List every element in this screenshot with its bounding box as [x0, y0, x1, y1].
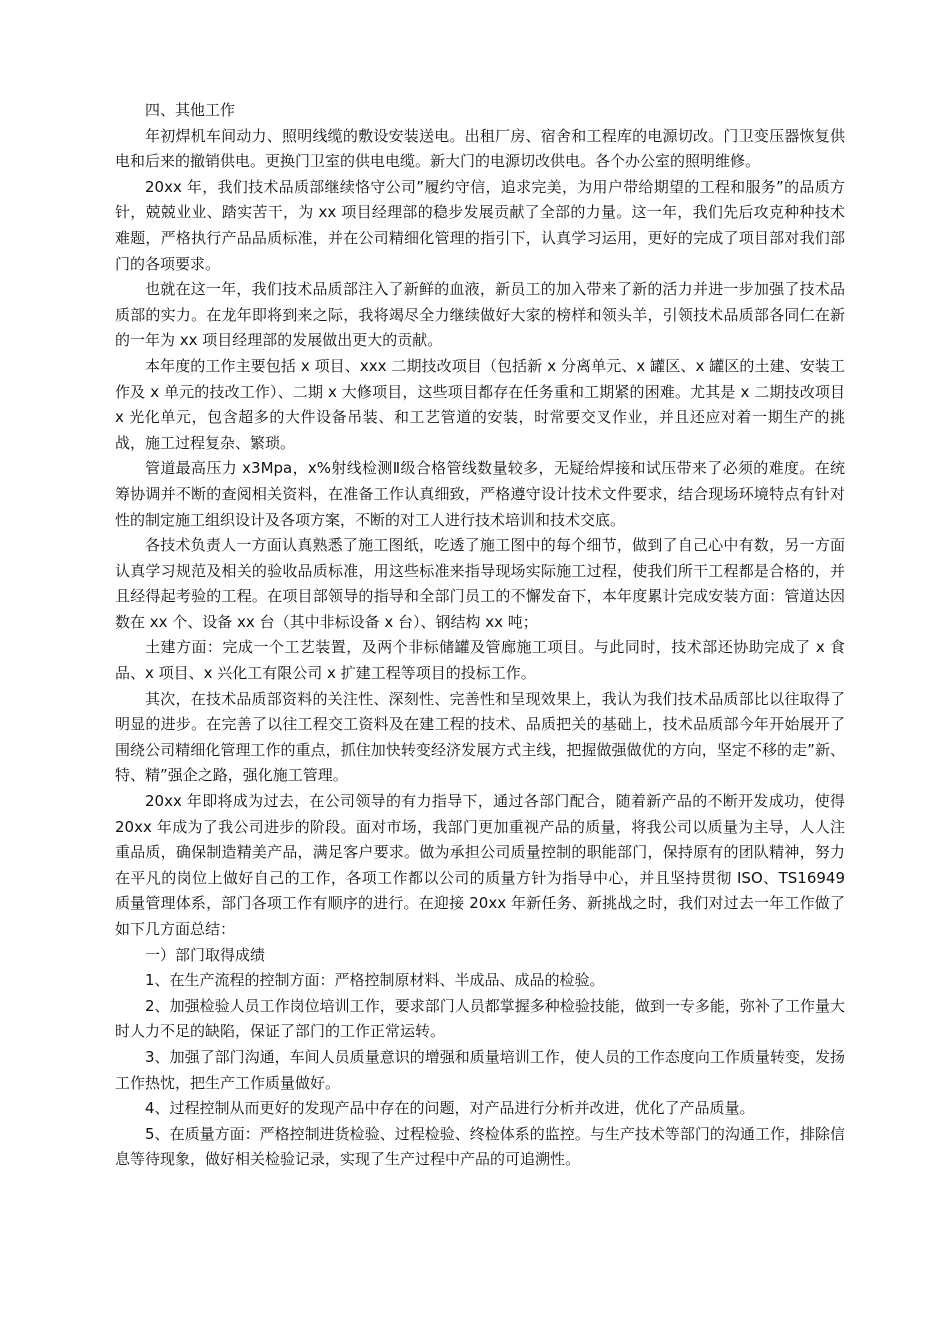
paragraph-technical-leads: 各技术负责人一方面认真熟悉了施工图纸，吃透了施工图中的每个细节，做到了自己心中有数，另一方面认真学习规范及相关的验收品质标准，用这些标准来指导现场实际施工过程，使我们所干工程都是合格的，并且经得起考验的工程。在项目部领导的指导和全部门员工的不懈发奋下，本年度累计完成安装方面：管道达因数在 xx 个、设备 xx 台（其中非标设备 x 台）、钢结构 xx 吨；: [115, 536, 845, 631]
paragraph-quality-policy: 20xx 年，我们技术品质部继续恪守公司”履约守信，追求完美，为用户带给期望的工程和服务”的品质方针，兢兢业业、踏实苦干，为 xx 项目经理部的稳步发展贡献了全部的力量。这一年，我们先后攻克种种技术难题，严格执行产品品质标准，并在公司精细化管理的指引下，认真学习运用，更好的完成了项目部对我们部门的各项要求。: [115, 177, 845, 273]
document-body: [115, 98, 845, 1173]
paragraph-new-staff: 也就在这一年，我们技术品质部注入了新鲜的血液，新员工的加入带来了新的活力并进一步加强了技术品质部的实力。在龙年即将到来之际，我将竭尽全力继续做好大家的榜样和领头羊，引领技术品质部各同仁在新的一年为 xx 项目经理部的发展做出更大的贡献。: [115, 280, 845, 350]
list-item-3: 3、加强了部门沟通，车间人员质量意识的增强和质量培训工作，使人员的工作态度向工作质量转变，发扬工作热忱，把生产工作质量做好。: [115, 1047, 845, 1092]
subheading-achievements: 一）部门取得成绩: [145, 945, 266, 964]
list-item-5: 5、在质量方面：严格控制进货检验、过程检验、终检体系的监控。与生产技术等部门的沟通工作，排除信息等待现象，做好相关检验记录，实现了生产过程中产品的可追溯性。: [115, 1124, 845, 1169]
section-heading-other-work: 四、其他工作: [145, 101, 236, 119]
paragraph-year-summary: 20xx 年即将成为过去，在公司领导的有力指导下，通过各部门配合，随着新产品的不断开发成功，使得 20xx 年成为了我公司进步的阶段。面对市场，我部门更加重视产品的质量，将我公司以质量为主导，人人注重品质，确保制造精美产品，满足客户要求。做为承担公司质量控制的职能部门，保持原有的团队精神，努力在平凡的岗位上做好自己的工作，各项工作都以公司的质量方针为指导中心，并且坚持贯彻 ISO、TS16949 质量管理体系，部门各项工作有顺序的进行。在迎接 20xx 年新任务、新挑战之时，我们对过去一年工作做了如下几方面总结：: [115, 792, 845, 938]
paragraph-documentation-progress: 其次，在技术品质部资料的关注性、深刻性、完善性和呈现效果上，我认为我们技术品质部比以往取得了明显的进步。在完善了以往工程交工资料及在建工程的技术、品质把关的基础上，技术品质部今年开始展开了围绕公司精细化管理工作的重点，抓住加快转变经济发展方式主线，把握做强做优的方向，坚定不移的走”新、特、精”强企之路，强化施工管理。: [115, 689, 845, 785]
list-item-1: 1、在生产流程的控制方面：严格控制原材料、半成品、成品的检验。: [145, 971, 605, 990]
list-item-2: 2、加强检验人员工作岗位培训工作，要求部门人员都掌握多种检验技能，做到一专多能，弥补了工作量大时人力不足的缺陷，保证了部门的工作正常运转。: [115, 996, 845, 1041]
paragraph-annual-projects: 本年度的工作主要包括 x 项目、xxx 二期技改项目（包括新 x 分离单元、x 罐区、x 罐区的土建、安装工作及 x 单元的技改工作）、二期 x 大修项目，这些项目都存在任务重和工期紧的困难。尤其是 x 二期技改项目 x 光化单元，包含超多的大件设备吊装、和工艺管道的安装，时常要交叉作业，并且还应对着一期生产的挑战，施工过程复杂、繁琐。: [115, 356, 845, 452]
paragraph-power-wiring: 年初焊机车间动力、照明线缆的敷设安装送电。出租厂房、宿舍和工程库的电源切改。门卫变压器恢复供电和后来的撤销供电。更换门卫室的供电电缆。新大门的电源切改供电。各个办公室的照明维修。: [115, 126, 845, 171]
list-item-4: 4、过程控制从而更好的发现产品中存在的问题，对产品进行分析并改进，优化了产品质量。: [145, 1099, 755, 1118]
paragraph-pipeline-pressure: 管道最高压力 x3Mpa，x%射线检测Ⅱ级合格管线数量较多，无疑给焊接和试压带来了必须的难度。在统筹协调并不断的查阅相关资料，在准备工作认真细致，严格遵守设计技术文件要求，结合现场环境特点有针对性的制定施工组织设计及各项方案，不断的对工人进行技术培训和技术交底。: [115, 459, 845, 529]
paragraph-civil-works: 土建方面：完成一个工艺装置，及两个非标储罐及管廊施工项目。与此同时，技术部还协助完成了 x 食品、x 项目、x 兴化工有限公司 x 扩建工程等项目的投标工作。: [115, 638, 845, 683]
